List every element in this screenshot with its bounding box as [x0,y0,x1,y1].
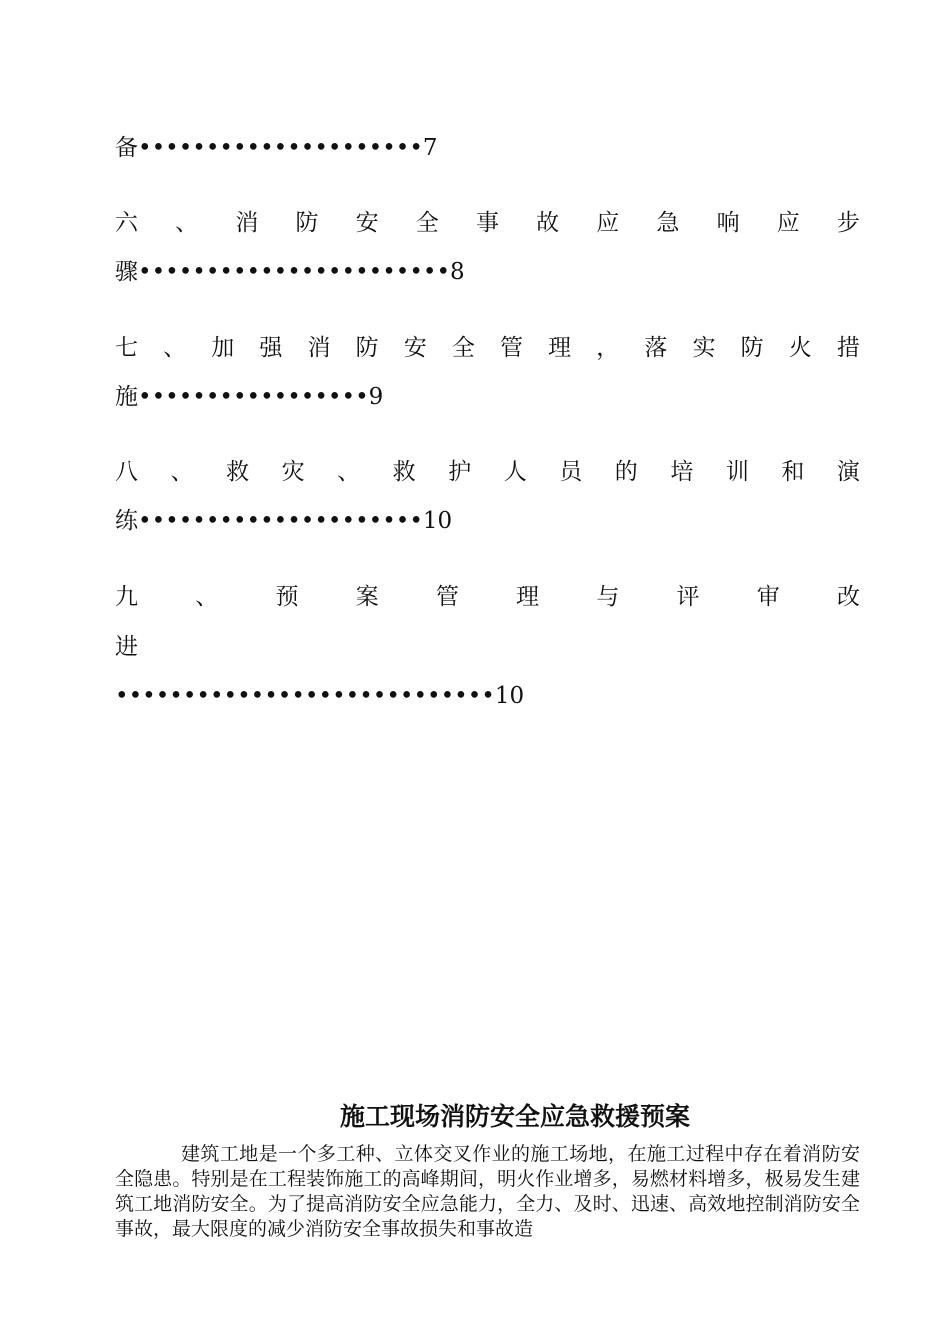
toc-entry-8-heading[interactable] [115,457,860,487]
toc-char: 培 [670,459,694,485]
toc-char: 演 [836,459,860,485]
toc-char: 案 [355,584,379,610]
toc-char: 加 [211,335,235,361]
toc-char: 理 [548,335,572,361]
toc-char: 救 [226,459,250,485]
toc-char: 员 [559,459,583,485]
toc-page-number: 7 [422,135,438,161]
toc-char: 评 [676,584,700,610]
toc-leader: ••••••••••••••••• [138,384,369,410]
toc-tail: 练 [115,508,138,534]
toc-entry-7-heading[interactable] [115,333,860,363]
toc-entry-5-tail[interactable] [115,133,860,163]
toc-char: 实 [692,335,716,361]
toc-char: 、 [195,584,219,610]
toc-char: 管 [500,335,523,361]
document-title: 施工现场消防安全应急救援预案 [339,1102,690,1131]
toc-page-number: 10 [422,508,453,534]
toc-tail: 备 [115,135,138,161]
toc-leader: ••••••••••••••••••••• [138,508,423,534]
toc-char: 和 [781,459,805,485]
toc-char: 安 [403,335,427,361]
toc-char: ， [596,335,620,361]
toc-char: 防 [295,210,319,236]
toc-char: 消 [307,335,331,361]
toc-char: 急 [656,210,680,236]
toc-page-number: 9 [368,384,384,410]
toc-char: 护 [448,459,472,485]
toc-entry-8-tail[interactable] [115,506,860,536]
toc-char: 人 [503,459,527,485]
toc-char: 、 [170,459,194,485]
toc-page-number: 10 [494,683,525,709]
intro-paragraph: 建筑工地是一个多工种、立体交叉作业的施工场地，在施工过程中存在着消防安全隐患。特别是在工程装饰施工的高峰期间，明火作业增多，易燃材料增多，极易发生建筑工地消防安全。为了提高消防安全应急能力，全力、及时、迅速、高效地控制消防安全事故，最大限度的减少消防安全事故损失和事故造 [115,1143,860,1240]
toc-char: 防 [740,335,764,361]
toc-page-number: 8 [450,259,465,285]
toc-char: 、 [175,210,199,236]
toc-char: 审 [756,584,780,610]
toc-leader: ••••••••••••••••••••• [138,135,423,161]
toc-leader: •••••••••••••••••••••••••••• [115,683,495,709]
toc-char: 九 [115,584,138,610]
toc-char: 的 [614,459,638,485]
toc-char: 、 [337,459,361,485]
toc-char: 步 [836,210,860,236]
toc-tail: 骤 [115,259,138,285]
toc-char: 应 [776,210,800,236]
toc-entry-9-heading[interactable] [115,582,860,612]
toc-char: 故 [536,210,560,236]
toc-tail: 施 [115,384,138,410]
toc-tail: 进 [115,634,138,660]
toc-char: 火 [788,335,812,361]
toc-char: 响 [716,210,740,236]
toc-char: 训 [725,459,749,485]
toc-entry-6-tail[interactable] [115,257,860,287]
toc-char: 六 [115,210,138,236]
toc-char: 全 [451,335,475,361]
toc-char: 落 [644,335,668,361]
toc-char: 安 [355,210,379,236]
toc-char: 全 [415,210,439,236]
toc-char: 防 [355,335,379,361]
toc-entry-9-leader-line[interactable] [115,681,860,711]
toc-char: 、 [163,335,187,361]
toc-char: 强 [259,335,283,361]
toc-char: 七 [115,335,138,361]
toc-char: 措 [836,335,860,361]
toc-char: 管 [435,584,459,610]
toc-char: 八 [115,459,138,485]
toc-char: 应 [596,210,620,236]
toc-char: 理 [516,584,540,610]
toc-char: 改 [836,584,860,610]
toc-char: 消 [235,210,259,236]
toc-char: 灾 [281,459,305,485]
toc-entry-7-tail[interactable] [115,382,860,412]
toc-entry-9-tail [115,632,860,662]
toc-leader: ••••••••••••••••••••••• [138,259,451,285]
toc-char: 救 [392,459,416,485]
toc-char: 事 [475,210,499,236]
toc-entry-6-heading[interactable] [115,208,860,238]
toc-char: 与 [596,584,620,610]
toc-char: 预 [275,584,299,610]
